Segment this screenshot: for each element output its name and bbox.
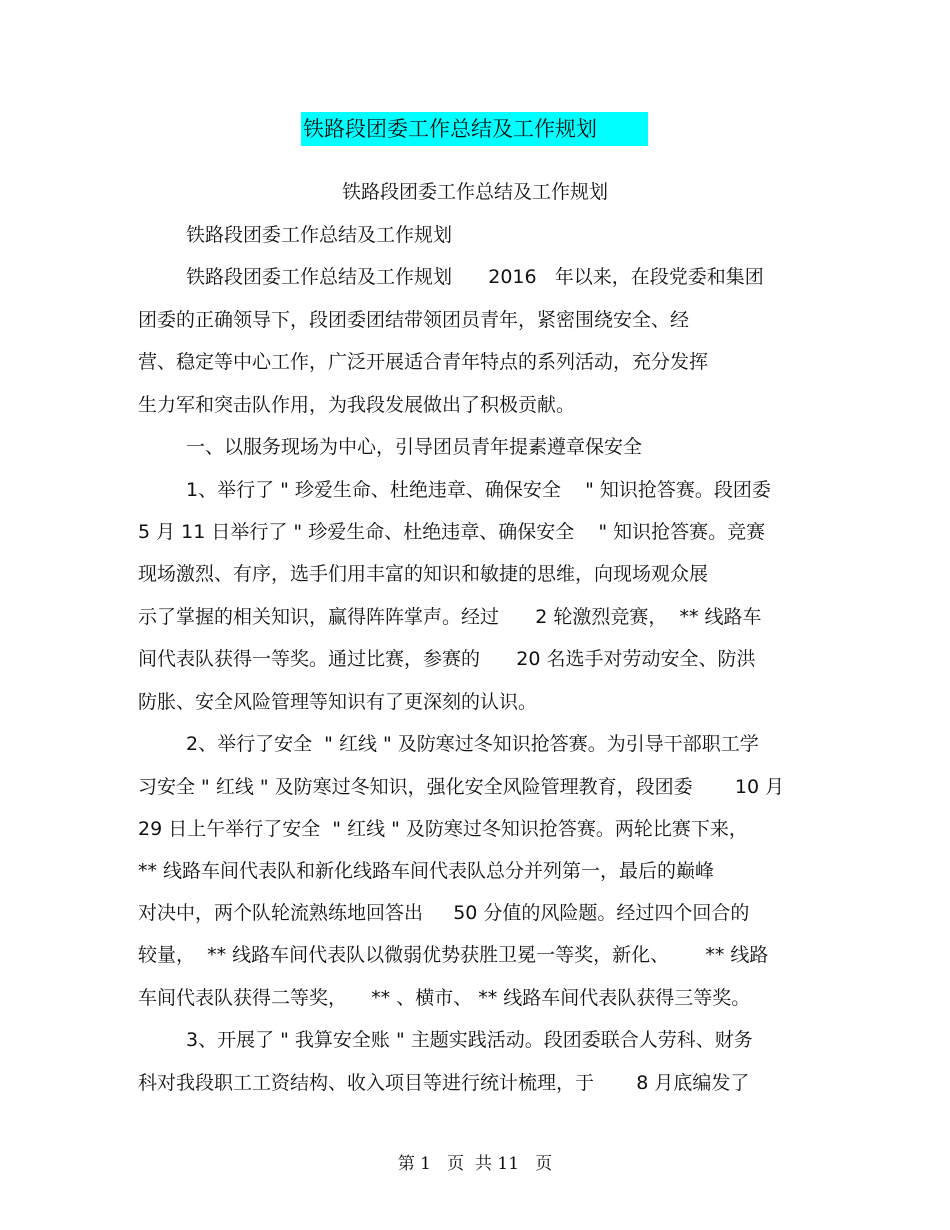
body-line: 习安全 " 红线 " 及防寒过冬知识，强化安全风险管理教育，段团委 10 月 xyxy=(138,776,785,798)
body-line: 2、举行了安全 " 红线 " 及防寒过冬知识抢答赛。为引导干部职工学 xyxy=(186,733,759,755)
body-line: 营、稳定等中心工作，广泛开展适合青年特点的系列活动，充分发挥 xyxy=(138,351,709,373)
document-title: 铁路段团委工作总结及工作规划 xyxy=(301,112,648,146)
body-line: 较量， ** 线路车间代表队以微弱优势获胜卫冕一等奖，新化、 ** 线路 xyxy=(138,944,769,966)
body-line: 现场激烈、有序，选手们用丰富的知识和敏捷的思维，向现场观众展 xyxy=(138,563,709,585)
body-line: 车间代表队获得二等奖， ** 、横市、 ** 线路车间代表队获得三等奖。 xyxy=(138,987,751,1009)
body-line: 3、开展了 " 我算安全账 " 主题实践活动。段团委联合人劳科、财务 xyxy=(186,1029,753,1051)
body-line: 防胀、安全风险管理等知识有了更深刻的认识。 xyxy=(138,691,538,713)
body-line: ** 线路车间代表队和新化线路车间代表队总分并列第一，最后的巅峰 xyxy=(138,860,715,882)
body-line: 铁路段团委工作总结及工作规划 xyxy=(186,224,453,246)
body-line: 团委的正确领导下，段团委团结带领团员青年，紧密围绕安全、经 xyxy=(138,309,690,331)
body-line: 对决中，两个队轮流熟练地回答出 50 分值的风险题。经过四个回合的 xyxy=(138,902,750,924)
document-subtitle: 铁路段团委工作总结及工作规划 xyxy=(341,181,608,203)
body-line: 科对我段职工工资结构、收入项目等进行统计梳理，于 8 月底编发了 xyxy=(138,1072,750,1094)
body-line: 生力军和突击队作用，为我段发展做出了积极贡献。 xyxy=(138,394,576,416)
body-line: 5 月 11 日举行了 " 珍爱生命、杜绝违章、确保安全 " 知识抢答赛。竞赛 xyxy=(138,521,766,543)
page-number-footer: 第 1 页 共 11 页 xyxy=(397,1154,553,1174)
section-heading: 一、以服务现场为中心，引导团员青年提素遵章保安全 xyxy=(186,436,643,458)
body-line: 间代表队获得一等奖。通过比赛，参赛的 20 名选手对劳动安全、防洪 xyxy=(138,648,756,670)
body-line: 1、举行了 " 珍爱生命、杜绝违章、确保安全 " 知识抢答赛。段团委 xyxy=(186,479,771,501)
body-line: 示了掌握的相关知识，赢得阵阵掌声。经过 2 轮激烈竞赛， ** 线路车 xyxy=(138,606,762,628)
body-line: 29 日上午举行了安全 " 红线 " 及防寒过冬知识抢答赛。两轮比赛下来， xyxy=(138,818,748,840)
body-line: 铁路段团委工作总结及工作规划 2016 年以来，在段党委和集团 xyxy=(186,266,764,288)
